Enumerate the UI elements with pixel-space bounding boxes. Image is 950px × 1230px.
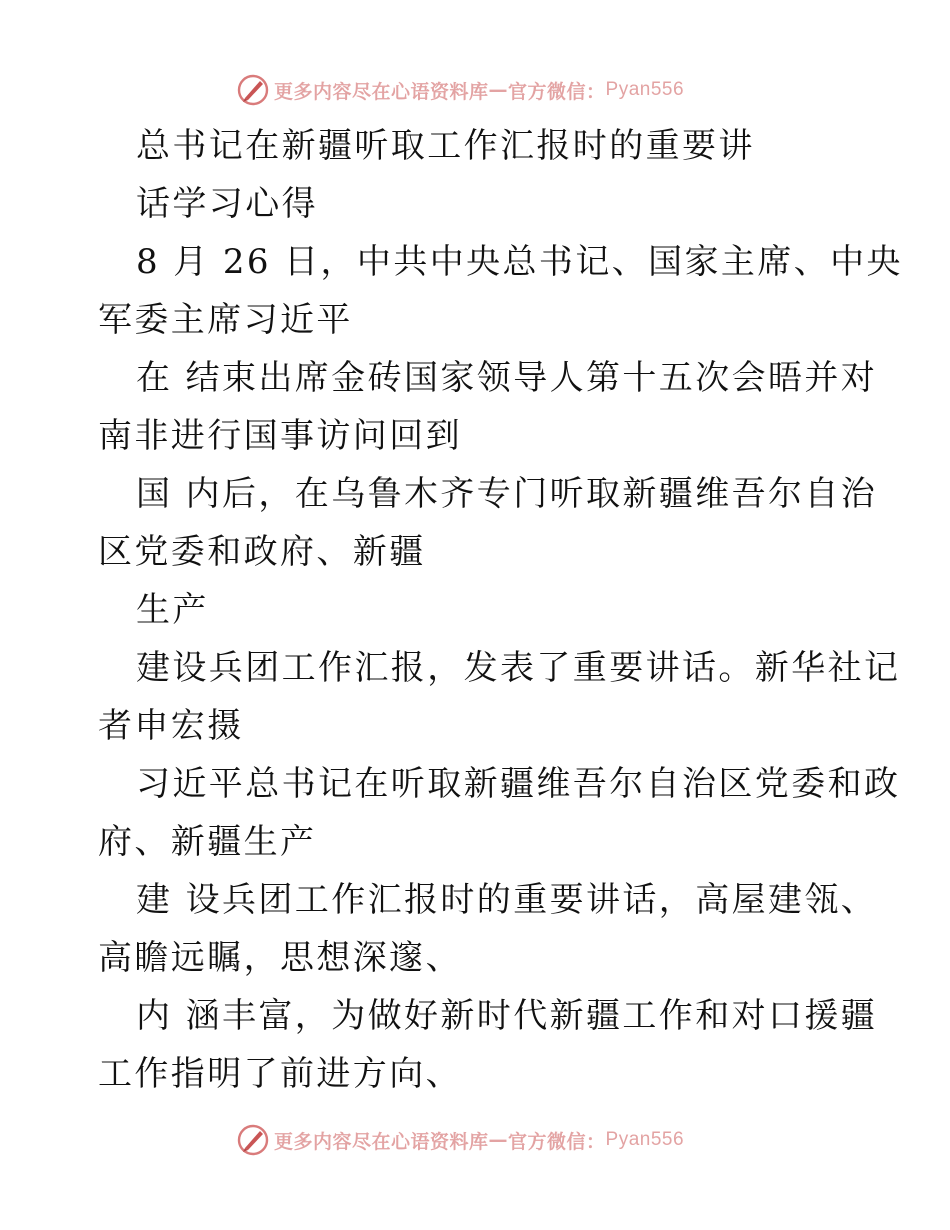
body-line: 者申宏摄 (98, 706, 244, 746)
watermark-site-text: 更多内容尽在心语资料库 (274, 80, 489, 103)
body-line: 习近平总书记在听取新疆维吾尔自治区党委和政 (136, 764, 901, 804)
watermark-site-text: 更多内容尽在心语资料库 (274, 1130, 489, 1153)
watermark-contact-id: Pyan556 (605, 1129, 685, 1150)
body-line: 国 内后，在乌鲁木齐专门听取新疆维吾尔自治 (136, 474, 878, 514)
body-line: 军委主席习近平 (98, 300, 353, 340)
body-line: 话学习心得 (136, 184, 318, 224)
quill-seal-icon (236, 73, 270, 107)
watermark-dash: — (488, 79, 509, 101)
body-line: 高瞻远瞩，思想深邃、 (98, 938, 462, 978)
body-line: 建 设兵团工作汇报时的重要讲话，高屋建瓴、 (136, 880, 878, 920)
watermark-contact-label: 官方微信： (508, 1130, 606, 1153)
body-line: 内 涵丰富，为做好新时代新疆工作和对口援疆 (136, 996, 878, 1036)
body-line: 生产 (136, 590, 209, 630)
body-line: 工作指明了前进方向、 (98, 1054, 462, 1094)
body-line: 区党委和政府、新疆 (98, 532, 426, 572)
body-line: 府、新疆生产 (98, 822, 317, 862)
quill-seal-icon (236, 1123, 270, 1157)
body-line: 南非进行国事访问回到 (98, 416, 462, 456)
body-line: 建设兵团工作汇报，发表了重要讲话。新华社记 (136, 648, 901, 688)
watermark-contact-id: Pyan556 (605, 79, 685, 100)
header-watermark (236, 72, 684, 108)
footer-watermark (236, 1122, 684, 1158)
body-line: 总书记在新疆听取工作汇报时的重要讲 (136, 126, 755, 166)
watermark-contact-label: 官方微信： (508, 80, 606, 103)
watermark-dash: — (488, 1129, 509, 1151)
body-line: 8 月 26 日，中共中央总书记、国家主席、中央 (136, 242, 903, 282)
body-line: 在 结束出席金砖国家领导人第十五次会晤并对 (136, 358, 878, 398)
